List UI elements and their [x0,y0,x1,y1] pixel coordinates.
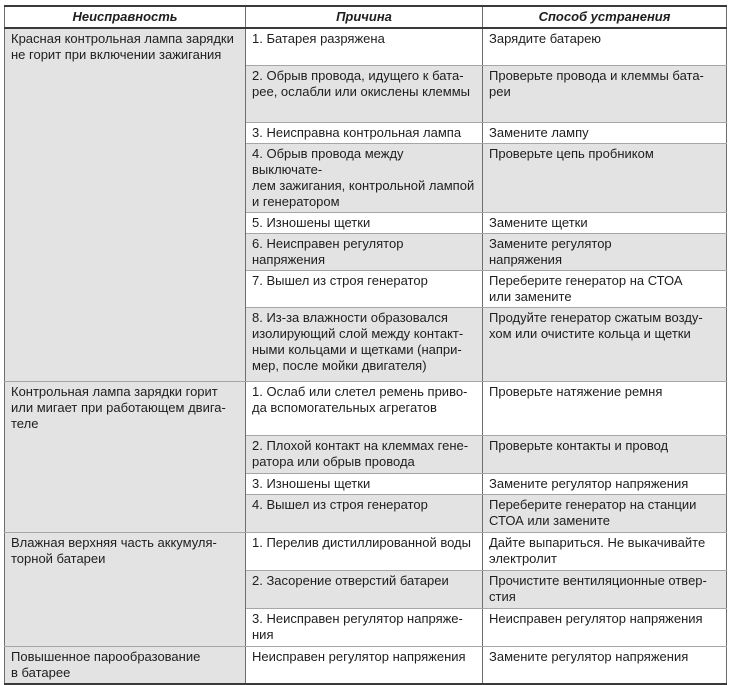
troubleshooting-table [4,5,727,685]
fix-cell: Продуйте генератор сжатым возду- хом или очистите кольца и щетки [483,307,727,381]
header-fault: Неисправность [5,6,246,28]
header-cause: Причина [246,6,483,28]
cause-cell: 1. Ослаб или слетел ремень приво- да вспомогательных агрегатов [246,381,483,435]
table-row [5,532,727,570]
cause-cell: 2. Плохой контакт на клеммах гене- ратора или обрыв провода [246,435,483,473]
table-body [5,28,727,684]
fix-cell: Замените регулятор напряжения [483,233,727,270]
cause-cell: 5. Изношены щетки [246,212,483,233]
fault-cell: Красная контрольная лампа зарядки не горит при включении зажигания [5,28,246,381]
cause-cell: 4. Обрыв провода между выключате- лем зажигания, контрольной лампой и генератором [246,143,483,212]
cause-cell: 7. Вышел из строя генератор [246,270,483,307]
cause-cell: 4. Вышел из строя генератор [246,494,483,532]
fix-cell: Замените регулятор напряжения [483,473,727,494]
fix-cell: Замените щетки [483,212,727,233]
fix-cell: Проверьте провода и клеммы бата- реи [483,65,727,122]
fault-cell: Контрольная лампа зарядки горит или мигает при работающем двига- теле [5,381,246,532]
cause-cell: 3. Неисправна контрольная лампа [246,122,483,143]
fix-cell: Переберите генератор на станции СТОА или замените [483,494,727,532]
fix-cell: Проверьте цепь пробником [483,143,727,212]
fix-cell: Неисправен регулятор напряжения [483,608,727,646]
header-fix: Способ устранения [483,6,727,28]
table-row [5,28,727,65]
fix-cell: Замените регулятор напряжения [483,646,727,684]
cause-cell: 2. Засорение отверстий батареи [246,570,483,608]
table-row [5,381,727,435]
fault-cell: Повышенное парообразование в батарее [5,646,246,684]
cause-cell: 2. Обрыв провода, идущего к бата- рее, ослабли или окислены клеммы [246,65,483,122]
fault-cell: Влажная верхняя часть аккумуля- торной батареи [5,532,246,646]
cause-cell: 1. Перелив дистиллированной воды [246,532,483,570]
cause-cell: 3. Изношены щетки [246,473,483,494]
fix-cell: Зарядите батарею [483,28,727,65]
cause-cell: 6. Неисправен регулятор напряжения [246,233,483,270]
cause-cell: 3. Неисправен регулятор напряже- ния [246,608,483,646]
fix-cell: Проверьте натяжение ремня [483,381,727,435]
fix-cell: Дайте выпариться. Не выкачивайте электролит [483,532,727,570]
cause-cell: 8. Из-за влажности образовался изолирующий слой между контакт- ными кольцами и щетками (напри- мер, после мойки двигателя) [246,307,483,381]
fix-cell: Переберите генератор на СТОА или замените [483,270,727,307]
fix-cell: Замените лампу [483,122,727,143]
cause-cell: Неисправен регулятор напряжения [246,646,483,684]
fix-cell: Прочистите вентиляционные отвер- стия [483,570,727,608]
fix-cell: Проверьте контакты и провод [483,435,727,473]
header-row [5,6,727,28]
table-row [5,646,727,684]
cause-cell: 1. Батарея разряжена [246,28,483,65]
